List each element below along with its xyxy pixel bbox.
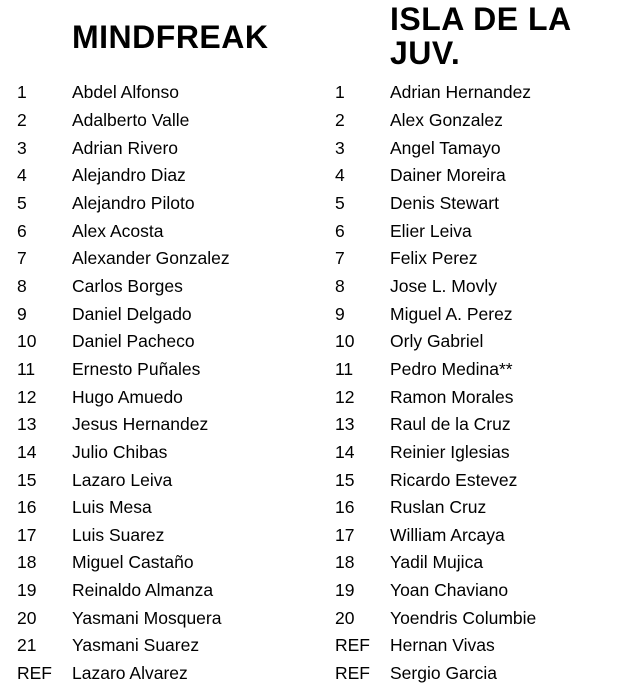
player-number: 20 [17,607,37,628]
player-number: 9 [335,303,345,324]
player-name: Alex Gonzalez [390,109,503,130]
player-name: Orly Gabriel [390,331,484,352]
player-row [0,245,230,273]
player-row [0,411,230,439]
player-row [0,79,230,107]
player-row [0,190,230,218]
player-number: 7 [335,248,345,269]
player-number: 15 [335,469,355,490]
player-number: REF [335,635,370,656]
player-row [0,549,230,577]
team-isla-de-la-juventud [318,0,640,695]
player-name: Luis Mesa [72,497,152,518]
player-row [318,134,536,162]
player-name: Elier Leiva [390,220,472,241]
player-number: 6 [17,220,27,241]
player-row [0,356,230,384]
player-name: Abdel Alfonso [72,82,180,103]
roster-list [318,79,536,687]
player-number: 10 [335,331,355,352]
player-name: Hernan Vivas [390,635,495,656]
player-number: 19 [17,580,37,601]
player-row [318,660,536,688]
player-number: 1 [17,82,27,103]
player-name: Yoendris Columbie [390,607,537,628]
player-name: Hugo Amuedo [72,386,183,407]
player-name: Alejandro Diaz [72,165,186,186]
player-row [318,273,536,301]
player-row [318,162,536,190]
player-row [0,134,230,162]
player-number: 4 [335,165,345,186]
player-row [318,190,536,218]
player-name: Adrian Hernandez [390,82,532,103]
player-number: 2 [335,109,345,130]
player-number: 9 [17,303,27,324]
player-name: Angel Tamayo [390,137,501,158]
player-name: Daniel Delgado [72,303,192,324]
player-number: 7 [17,248,27,269]
player-row [318,79,536,107]
player-name: Lazaro Alvarez [72,663,188,684]
player-name: Reinier Iglesias [390,441,510,462]
player-name: Dainer Moreira [390,165,506,186]
player-row [0,273,230,301]
player-row [318,439,536,467]
player-name: Adrian Rivero [72,137,179,158]
player-number: 20 [335,607,355,628]
player-row [318,577,536,605]
player-name: Miguel A. Perez [390,303,513,324]
player-name: Reinaldo Almanza [72,580,214,601]
player-name: Miguel Castaño [72,552,194,573]
player-name: Ramon Morales [390,386,514,407]
team-mindfreak [0,0,318,695]
player-name: Julio Chibas [72,441,168,462]
team-title: ISLA DE LA JUV. [390,1,571,71]
player-number: 12 [335,386,355,407]
player-name: Pedro Medina** [390,358,513,379]
player-row [318,383,536,411]
player-row [318,522,536,550]
player-row [0,466,230,494]
player-number: REF [335,663,370,684]
player-number: 8 [17,275,27,296]
team-title: MINDFREAK [72,19,269,55]
player-name: Ernesto Puñales [72,358,201,379]
player-name: Yasmani Mosquera [72,607,222,628]
player-name: Alexander Gonzalez [72,248,230,269]
player-number: 18 [335,552,355,573]
player-row [0,660,230,688]
player-number: 14 [335,441,355,462]
player-name: Alex Acosta [72,220,164,241]
player-row [318,604,536,632]
player-row [0,439,230,467]
player-row [0,107,230,135]
player-row [0,162,230,190]
player-name: Yadil Mujica [390,552,484,573]
player-row [318,494,536,522]
player-number: 19 [335,580,355,601]
player-number: 15 [17,469,37,490]
player-name: Yasmani Suarez [72,635,200,656]
player-row [318,300,536,328]
player-row [0,328,230,356]
player-name: Yoan Chaviano [390,580,509,601]
player-number: 3 [17,137,27,158]
player-row [0,522,230,550]
player-number: REF [17,663,52,684]
player-name: Denis Stewart [390,192,499,213]
player-number: 17 [335,524,355,545]
player-number: 16 [335,497,355,518]
player-name: Luis Suarez [72,524,165,545]
player-row [318,107,536,135]
player-row [0,577,230,605]
player-number: 2 [17,109,27,130]
player-name: Carlos Borges [72,275,183,296]
player-row [318,466,536,494]
player-number: 5 [17,192,27,213]
player-name: Raul de la Cruz [390,414,511,435]
player-name: Jose L. Movly [390,275,497,296]
player-row [318,217,536,245]
player-name: Felix Perez [390,248,478,269]
player-number: 11 [335,358,354,379]
player-row [0,300,230,328]
player-number: 8 [335,275,345,296]
player-row [0,604,230,632]
player-row [0,494,230,522]
player-row [0,217,230,245]
player-name: Daniel Pacheco [72,331,195,352]
player-number: 16 [17,497,37,518]
player-row [318,356,536,384]
player-name: Jesus Hernandez [72,414,209,435]
player-number: 6 [335,220,345,241]
player-number: 14 [17,441,37,462]
player-row [0,383,230,411]
player-number: 10 [17,331,37,352]
player-row [318,328,536,356]
player-name: Alejandro Piloto [72,192,195,213]
player-name: Adalberto Valle [72,109,190,130]
player-number: 12 [17,386,37,407]
player-number: 3 [335,137,345,158]
player-number: 4 [17,165,27,186]
player-number: 21 [17,635,37,656]
player-number: 18 [17,552,37,573]
roster-list [0,79,230,687]
player-number: 11 [17,358,36,379]
player-row [318,632,536,660]
player-name: Sergio Garcia [390,663,497,684]
player-number: 17 [17,524,37,545]
player-row [318,245,536,273]
player-number: 1 [335,82,345,103]
player-number: 13 [335,414,355,435]
player-number: 5 [335,192,345,213]
player-row [318,549,536,577]
player-name: Lazaro Leiva [72,469,173,490]
player-row [318,411,536,439]
player-name: Ruslan Cruz [390,497,487,518]
player-name: Ricardo Estevez [390,469,518,490]
player-number: 13 [17,414,37,435]
player-name: William Arcaya [390,524,505,545]
player-row [0,632,230,660]
